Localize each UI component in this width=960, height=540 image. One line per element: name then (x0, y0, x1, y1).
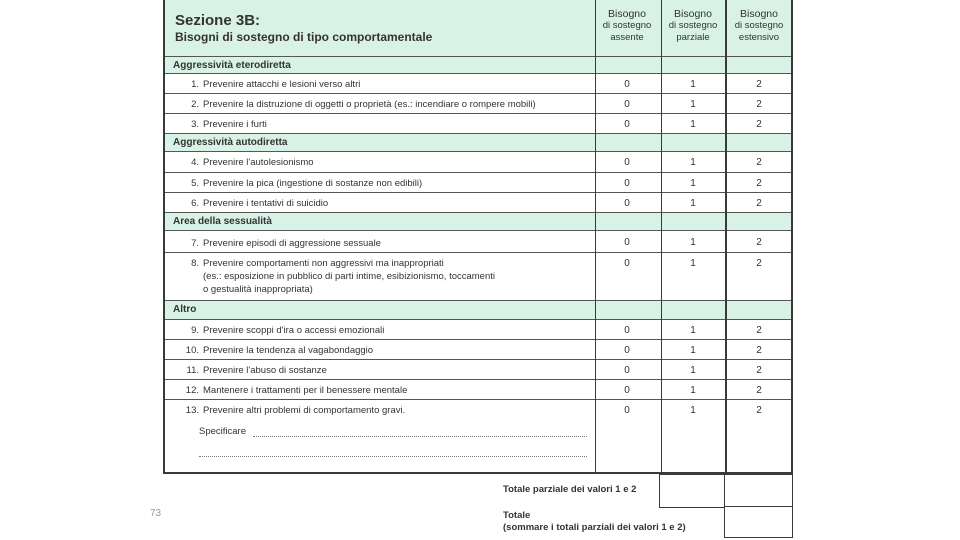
item-text: 12. Mantenere i trattamenti per il benessere mentale (185, 385, 408, 396)
section-row (165, 57, 791, 74)
value-partial[interactable]: 1 (690, 178, 696, 189)
specify-line[interactable] (253, 436, 587, 437)
section-number: Sezione 3B: (175, 12, 261, 29)
specify-line-2[interactable] (199, 456, 587, 457)
column-divider (595, 0, 596, 472)
value-extensive[interactable]: 2 (756, 325, 762, 336)
partial-total-box-1[interactable] (659, 474, 727, 508)
section-row (165, 134, 791, 152)
table-row (165, 320, 791, 340)
value-extensive[interactable]: 2 (756, 258, 762, 269)
value-partial[interactable]: 1 (690, 119, 696, 130)
section-row (165, 301, 791, 320)
item-text: 4. Prevenire l'autolesionismo (191, 157, 314, 168)
section-title (175, 12, 432, 46)
total-label: Totale (sommare i totali parziali dei valori 1 e 2) (503, 510, 686, 533)
section-label: Aggressività autodiretta (173, 137, 288, 148)
item-text: 9. Prevenire scoppi d'ira o accessi emozionali (191, 325, 385, 336)
item-text: 6. Prevenire i tentativi di suicidio (191, 198, 329, 209)
form-header (165, 0, 791, 56)
table-row (165, 114, 791, 134)
value-extensive[interactable]: 2 (756, 365, 762, 376)
value-partial[interactable]: 1 (690, 99, 696, 110)
item-text: 10. Prevenire la tendenza al vagabondaggio (185, 345, 374, 356)
value-absent[interactable]: 0 (624, 99, 630, 110)
value-extensive[interactable]: 2 (756, 345, 762, 356)
value-extensive[interactable]: 2 (756, 405, 762, 416)
value-partial[interactable]: 1 (690, 258, 696, 269)
value-partial[interactable]: 1 (690, 345, 696, 356)
page-number: 73 (150, 508, 162, 519)
table-row (165, 193, 791, 213)
value-absent[interactable]: 0 (624, 237, 630, 248)
value-partial[interactable]: 1 (690, 237, 696, 248)
value-extensive[interactable]: 2 (756, 79, 762, 90)
value-partial[interactable]: 1 (690, 385, 696, 396)
value-absent[interactable]: 0 (624, 325, 630, 336)
value-absent[interactable]: 0 (624, 119, 630, 130)
column-header-partial: Bisogno di sostegno parziale (668, 8, 718, 43)
item-text: 2. Prevenire la distruzione di oggetti o proprietà (es.: incendiare o rompere mobili) (191, 99, 536, 110)
section-subtitle: Bisogni di sostegno di tipo comportamentale (175, 30, 433, 44)
value-extensive[interactable]: 2 (756, 119, 762, 130)
value-absent[interactable]: 0 (624, 79, 630, 90)
table-row (165, 231, 791, 253)
item-text: 8. Prevenire comportamenti non aggressivi ma inappropriati (es.: esposizione in pubblico di parti intime, esibizionismo, toccamenti o gestualità inappropriata) (191, 258, 495, 295)
value-absent[interactable]: 0 (624, 198, 630, 209)
table-row (165, 173, 791, 193)
partial-total-label: Totale parziale dei valori 1 e 2 (503, 484, 637, 495)
specify-label: Specificare (199, 426, 246, 437)
table-row (165, 340, 791, 360)
value-extensive[interactable]: 2 (756, 178, 762, 189)
value-partial[interactable]: 1 (690, 198, 696, 209)
column-divider (661, 0, 662, 472)
table-row (165, 94, 791, 114)
assessment-form (163, 0, 793, 474)
table-row (165, 152, 791, 173)
partial-total-box-2[interactable] (724, 474, 793, 508)
value-extensive[interactable]: 2 (756, 157, 762, 168)
table-row (165, 74, 791, 94)
section-label: Area della sessualità (173, 216, 272, 227)
value-partial[interactable]: 1 (690, 405, 696, 416)
item-text: 13. Prevenire altri problemi di comportamento gravi. (185, 405, 406, 416)
value-absent[interactable]: 0 (624, 365, 630, 376)
column-header-absent: Bisogno di sostegno assente (602, 8, 652, 43)
column-divider (725, 0, 727, 472)
value-extensive[interactable]: 2 (756, 198, 762, 209)
column-header-extensive: Bisogno di sostegno estensivo (734, 8, 784, 43)
value-absent[interactable]: 0 (624, 345, 630, 356)
value-absent[interactable]: 0 (624, 385, 630, 396)
value-absent[interactable]: 0 (624, 405, 630, 416)
value-extensive[interactable]: 2 (756, 385, 762, 396)
item-text: 1. Prevenire attacchi e lesioni verso altri (191, 79, 361, 90)
item-text: 5. Prevenire la pica (ingestione di sostanze non edibili) (191, 178, 423, 189)
section-label: Altro (173, 304, 197, 315)
table-row (165, 253, 791, 301)
value-partial[interactable]: 1 (690, 79, 696, 90)
grand-total-box[interactable] (724, 506, 793, 538)
value-absent[interactable]: 0 (624, 157, 630, 168)
value-partial[interactable]: 1 (690, 157, 696, 168)
value-extensive[interactable]: 2 (756, 99, 762, 110)
value-partial[interactable]: 1 (690, 325, 696, 336)
item-text: 3. Prevenire i furti (191, 119, 267, 130)
item-text: 7. Prevenire episodi di aggressione sessuale (191, 238, 381, 249)
section-row (165, 213, 791, 231)
item-text: 11. Prevenire l'abuso di sostanze (186, 365, 327, 376)
value-absent[interactable]: 0 (624, 258, 630, 269)
table-row (165, 360, 791, 380)
value-extensive[interactable]: 2 (756, 237, 762, 248)
value-absent[interactable]: 0 (624, 178, 630, 189)
value-partial[interactable]: 1 (690, 365, 696, 376)
table-row (165, 380, 791, 400)
section-label: Aggressività eterodiretta (173, 60, 291, 71)
